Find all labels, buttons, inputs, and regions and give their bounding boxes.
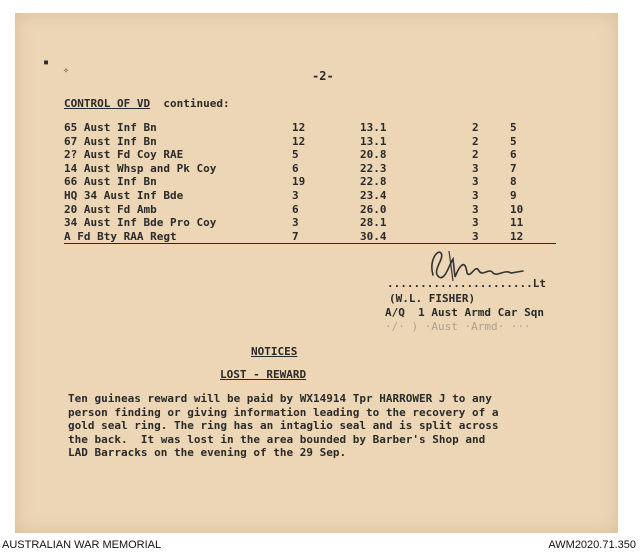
table-row [64,189,589,203]
rank-value: 8 [510,175,517,189]
column-c-value: 3 [472,188,479,202]
show-through-text: ·/· ) ·Aust ·Armd· ··· [385,320,531,333]
unit-name: 67 Aust Inf Bn [64,134,157,148]
notice-paragraph [68,392,588,460]
ink-mark: ✧ [63,65,70,76]
signature-line: ......................Lt [387,277,546,290]
rank-value: 9 [510,188,517,202]
count-value: 7 [292,229,299,243]
count-value: 3 [292,188,299,202]
heading-continued: continued: [150,97,230,110]
rate-value: 26.0 [360,202,387,216]
heading-title: CONTROL OF VD [64,97,151,110]
lost-reward-title: LOST - REWARD [220,368,307,381]
unit-name: 14 Aust Whsp and Pk Coy [64,161,217,175]
table-row [64,121,589,135]
unit-name: 20 Aust Fd Amb [64,202,157,216]
count-value: 6 [292,161,299,175]
table-row [64,175,589,189]
signatory-name: (W.L. FISHER) [389,292,476,305]
rank-value: 5 [510,134,517,148]
footer-accession-number: AWM2020.71.350 [548,539,636,551]
ink-mark: ▪ [43,57,50,68]
rate-value: 23.4 [360,188,387,202]
notice-line: gold seal ring. The ring has an intaglio seal and is split across [68,419,499,432]
notice-line: Ten guineas reward will be paid by WX14914 Tpr HARROWER J to any [68,392,492,405]
rate-value: 22.3 [360,161,387,175]
unit-name: 65 Aust Inf Bn [64,121,157,134]
column-c-value: 2 [472,148,479,162]
column-c-value: 3 [472,175,479,189]
rate-value: 20.8 [360,148,387,162]
column-c-value: 3 [472,229,479,243]
unit-name: 34 Aust Inf Bde Pro Coy [64,216,217,230]
notice-line: person finding or giving information leading to the recovery of a [68,405,499,419]
rate-value: 13.1 [360,134,387,148]
count-value: 6 [292,202,299,216]
rate-value: 30.4 [360,229,387,243]
notice-line: LAD Barracks on the evening of the 29 Sep. [68,446,347,459]
footer-institution: AUSTRALIAN WAR MEMORIAL [2,539,162,551]
table-row [64,135,589,149]
vd-table [64,121,589,243]
column-c-value: 2 [472,121,479,134]
column-c-value: 3 [472,161,479,175]
table-row [64,216,589,230]
count-value: 19 [292,175,306,189]
rate-value: 13.1 [360,121,387,134]
table-row [64,162,589,176]
section-heading [64,97,230,110]
rate-value: 22.8 [360,175,387,189]
rank-value: 6 [510,148,517,162]
document-page [15,13,618,533]
rank-value: 12 [510,229,524,243]
table-row [64,148,589,162]
count-value: 12 [292,121,306,134]
signatory-unit: A/Q 1 Aust Armd Car Sqn [385,306,544,319]
notice-line: the back. It was lost in the area bounded by Barber's Shop and [68,432,486,446]
count-value: 3 [292,216,299,230]
column-c-value: 2 [472,134,479,148]
rate-value: 28.1 [360,216,387,230]
count-value: 5 [292,148,299,162]
unit-name: 2? Aust Fd Coy RAE [64,148,184,162]
count-value: 12 [292,134,306,148]
page-number: -2- [312,69,334,83]
unit-name: 66 Aust Inf Bn [64,175,157,189]
column-c-value: 3 [472,202,479,216]
unit-name: HQ 34 Aust Inf Bde [64,188,184,202]
rank-value: 10 [510,202,524,216]
column-c-value: 3 [472,216,479,230]
rank-value: 7 [510,161,517,175]
notices-title: NOTICES [251,345,298,358]
table-row [64,203,589,217]
unit-name: A Fd Bty RAA Regt [64,229,177,243]
rank-value: 5 [510,121,517,134]
rank-value: 11 [510,216,524,230]
